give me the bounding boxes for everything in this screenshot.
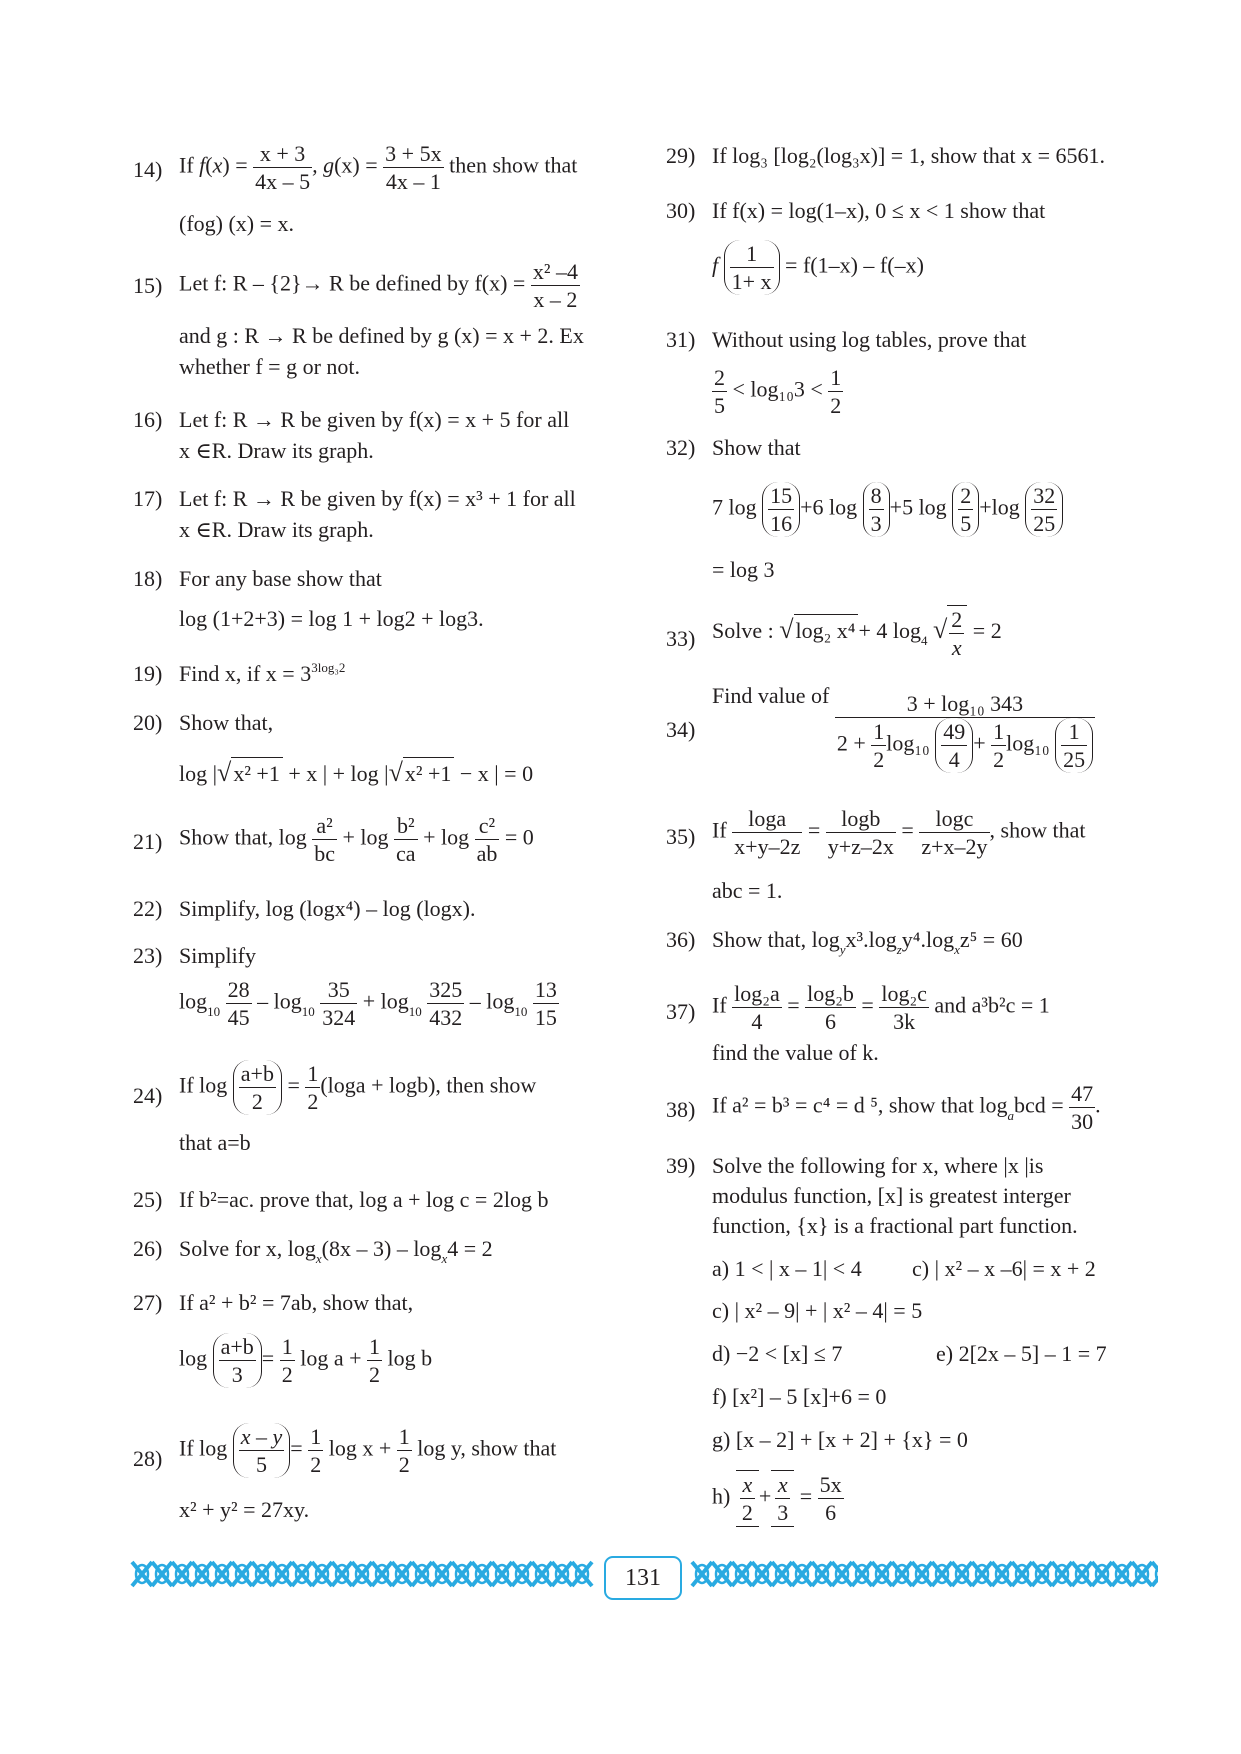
problem-21: 21) Show that, log $\frac{\text{a²}}{bc}$ + log $\frac{\text{b²}}{ca}$ + log $\frac{\text{c²}}{ab}$ = 0 [133, 813, 534, 866]
problem-29: 29) If log₃ [log₂(log₃x)] = 1, show that x = 6561. [666, 143, 1106, 168]
problem-39: 39) Solve the following for x, where |x |is modulus function, [x] is greatest interger function, {x} is a fractional part function. a) 1 < | x – 1| < 4 c) | x² – x –6| = x + 2 c) | x² – 9| + | x² – 4| = 5 d) −2 < [x] ≤ 7 e) 2[2x – 5] – 1 = 7 f) [x²] – 5 [x]+6 = 0 g) [x – 2] + [x + 2] + {x} = 0 h) $\frac{x}{2}$ + $\frac{x}{3}$ = $\frac{5x}{6}$ [666, 1153, 1107, 1525]
problem-17: 17) Let f: R → R be given by f(x) = x³ + 1 for all x ∈R. Draw its graph. [133, 486, 576, 542]
problem-23: 23) Simplify $\log_{10}$ $\frac{28}{45}$ – $\log_{10}$ $\frac{35}{324}$ + $\log_{10}$ $\frac{325}{432}$ – $\log_{10}$ $\frac{13}{15}$ [133, 943, 557, 1030]
problem-14: 14) If f(x) = $\frac{x + 3}{4x - 5}$ , g(x) = $\frac{3 + 5x}{4x - 1}$ then show that (fog) (x) = x. [133, 141, 578, 236]
problem-number: 14) [133, 157, 163, 182]
problem-31: 31) Without using log tables, prove that $\frac{2}{5}$ < log₁₀3 < $\frac{1}{2}$ [666, 327, 1027, 418]
problem-28: 28) If log $\frac{x - y}{5}$ = $\frac{1}{2}$ log x + $\frac{1}{2}$ log y, show that x² + y² = 27xy. [133, 1424, 557, 1522]
fraction: $\frac{3 + 5x}{4x - 1}$ [385, 141, 442, 194]
problem-35: 35) If $\frac{\log a}{x+y-2z}$ = $\frac{\log b}{y+z-2x}$ = $\frac{\log c}{z+x-2y}$ , show that abc = 1. [666, 806, 1086, 903]
problem-36: 36) Show that, $\log_yx^3.\log_zy^4.\log_xz^5 = 60$ [666, 927, 1023, 957]
problem-38: 38) If a² = b³ = c⁴ = d ⁵, show that $\log_abcd$ = $\frac{47}{30}$ . [666, 1081, 1101, 1134]
problem-24: 24) If log $\frac{a+b}{2}$ = $\frac{1}{2}$ (loga + logb), then show that a=b [133, 1061, 537, 1155]
problem-19: 19) Find x, if $x = 3^{3log_32}$ [133, 660, 346, 686]
problem-22: 22) Simplify, log (logx⁴) – log (logx). [133, 896, 476, 921]
problem-15: 15) Let f: R – {2}→ R be defined by f(x) = $\frac{\text{x² –4}}{x - 2}$ and g : R → R be defined by g (x) = x + 2. Ex whether f = g or not. [133, 259, 584, 379]
problem-16: 16) Let f: R → R be given by f(x) = x + 5 for all x ∈R. Draw its graph. [133, 407, 570, 463]
problem-32: 32) Show that 7 log $\frac{15}{16}$ +6 log $\frac{8}{3}$ +5 log $\frac{2}{5}$ +log $\frac{32}{25}$ = log 3 [666, 432, 1176, 592]
problem-26: 26) Solve for x, $\log_x(8x - 3) - \log_x4 = 2$ [133, 1236, 493, 1266]
problem-27: 27) If a² + b² = 7ab, show that, log $\frac{a+b}{3}$ = $\frac{1}{2}$ log a + $\frac{1}{2}$ log b [133, 1290, 433, 1387]
problem-20: 20) Show that, log |√x² +1 + x | + log |√x² +1 − x | = 0 [133, 710, 534, 787]
problem-30: 30) If f(x) = log(1–x), 0 ≤ x < 1 show that f $\frac{1}{1+ x}$ = f(1–x) – f(–x) [666, 198, 1046, 294]
problem-37: 37) If $\frac{\text{log₂a}}{4}$ = $\frac{\text{log₂b}}{6}$ = $\frac{\text{log₂c}}{3k}$ and a³b²c = 1 find the value of k. [666, 981, 1050, 1065]
fraction: $\frac{\text{x² –4}}{x - 2}$ [532, 259, 578, 312]
problem-25: 25) If b²=ac. prove that, log a + log c = 2log b [133, 1187, 549, 1212]
problem-33: 33) Solve : √log₂ x⁴ + 4 $\log_4$ √ $\frac{2}{x}$ = 2 [666, 607, 1002, 660]
problem-34: 34) Find value of 3 + log₁₀ 343 2 + $\frac{1}{2}$ log₁₀ $\frac{49}{4}$ + $\frac{1}{2}$ log₁₀ $\frac{1}{25}$ [666, 690, 1176, 790]
fraction: $\frac{x + 3}{4x - 5}$ [255, 141, 311, 194]
problem-18: 18) For any base show that log (1+2+3) = log 1 + log2 + log3. [133, 566, 484, 631]
page-number: 131 [604, 1556, 682, 1600]
